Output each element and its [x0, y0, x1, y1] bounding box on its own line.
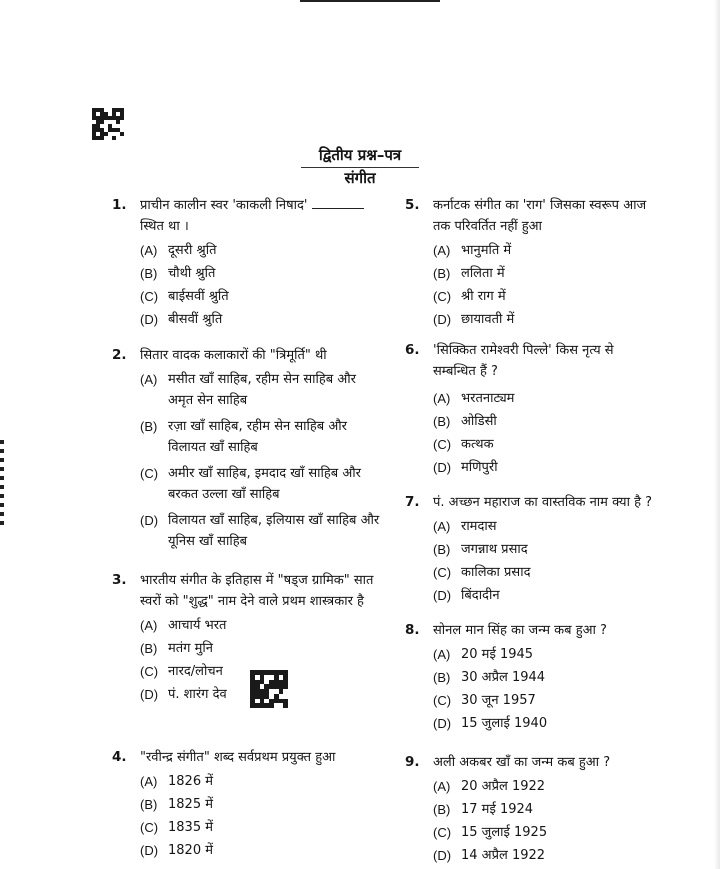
question-text: प्राचीन कालीन स्वर 'काकली निषाद' स्थित था ।	[140, 195, 382, 237]
question-text: सितार वादक कलाकारों की "त्रिमूर्ति" थी	[140, 348, 327, 363]
option-b: (B) 1825 में	[140, 797, 213, 812]
question-number: 6.	[405, 342, 420, 358]
option-list	[433, 516, 675, 606]
question-text: 'सिक्कित रामेश्वरी पिल्ले' किस नृत्य से सम्बन्धित हैं ?	[433, 343, 614, 379]
option-c: (C) कत्थक	[433, 437, 494, 452]
option-list	[433, 644, 665, 734]
option-d: (D) छायावती में	[433, 312, 515, 327]
option-a: (A) 20 अप्रैल 1922	[433, 779, 546, 794]
option-d: (D) विलायत खाँ साहिब, इलियास खाँ साहिब और यूनिस खाँ साहिब	[140, 513, 380, 549]
option-b: (B) रज़ा खाँ साहिब, रहीम सेन साहिब और विलायत खाँ साहिब	[140, 419, 347, 455]
option-c: (C) नारद/लोचन	[140, 664, 223, 679]
question-text: अली अकबर खाँ का जन्म कब हुआ ?	[433, 755, 611, 770]
option-c: (C) श्री राग में	[433, 289, 506, 304]
subject-title: संगीत	[344, 169, 376, 187]
option-d: (D) 15 जुलाई 1940	[433, 716, 548, 731]
question-number: 1.	[112, 197, 127, 213]
question-7	[405, 492, 675, 608]
question-9	[405, 752, 665, 868]
option-b: (B) मतंग मुनि	[140, 641, 213, 656]
option-list	[140, 240, 382, 330]
question-text: भारतीय संगीत के इतिहास में "षड्ज ग्रामिक" सात स्वरों को "शुद्ध" नाम देने वाले प्रथम शास्त्रकार है	[140, 573, 374, 609]
qr-code-icon	[92, 108, 124, 140]
question-text: कर्नाटक संगीत का 'राग' जिसका स्वरूप आज तक परिवर्तित नहीं हुआ	[433, 198, 647, 234]
question-number: 2.	[112, 347, 127, 363]
option-a: (A) 1826 में	[140, 774, 213, 789]
question-5	[405, 195, 665, 332]
option-b: (B) ओडिसी	[433, 414, 497, 429]
answer-blank	[312, 208, 364, 209]
question-1	[112, 195, 382, 332]
paper-title: द्वितीय प्रश्न–पत्र	[0, 145, 720, 168]
question-number: 5.	[405, 197, 420, 213]
option-d: (D) 14 अप्रैल 1922	[433, 848, 546, 863]
question-number: 9.	[405, 754, 420, 770]
option-d: (D) बीसवीं श्रुति	[140, 312, 223, 327]
option-a: (A) दूसरी श्रुति	[140, 243, 217, 258]
option-list	[433, 240, 665, 330]
question-number: 8.	[405, 622, 420, 638]
option-b: (B) ललिता में	[433, 266, 505, 281]
option-a: (A) आचार्य भरत	[140, 618, 227, 633]
page-edge-shadow	[714, 0, 720, 869]
option-b: (B) चौथी श्रुति	[140, 266, 216, 281]
option-c: (C) अमीर खाँ साहिब, इमदाद खाँ साहिब और बरकत उल्ला खाँ साहिब	[140, 466, 361, 502]
option-b: (B) 17 मई 1924	[433, 802, 534, 817]
option-b: (B) जगन्नाथ प्रसाद	[433, 542, 528, 557]
question-6	[405, 340, 660, 480]
question-number: 7.	[405, 494, 420, 510]
option-list	[140, 615, 374, 705]
page-edge-left	[0, 440, 4, 530]
question-number: 4.	[112, 749, 127, 765]
option-c: (C) 30 जून 1957	[433, 693, 536, 708]
option-b: (B) 30 अप्रैल 1944	[433, 670, 546, 685]
option-a: (A) 20 मई 1945	[433, 647, 534, 662]
question-text: सोनल मान सिंह का जन्म कब हुआ ?	[433, 623, 607, 638]
question-8	[405, 620, 665, 736]
option-list	[433, 388, 660, 478]
question-text: "रवीन्द्र संगीत" शब्द सर्वप्रथम प्रयुक्त हुआ	[140, 750, 336, 765]
option-list	[433, 776, 665, 866]
option-c: (C) बाईसवीं श्रुति	[140, 289, 229, 304]
option-a: (A) मसीत खाँ साहिब, रहीम सेन साहिब और अमृत सेन साहिब	[140, 372, 356, 408]
option-a: (A) भरतनाट्यम	[433, 391, 515, 406]
question-3	[112, 570, 374, 707]
option-list	[140, 771, 382, 861]
option-c: (C) 1835 में	[140, 820, 213, 835]
option-a: (A) रामदास	[433, 519, 497, 534]
option-d: (D) मणिपुरी	[433, 460, 498, 475]
option-c: (C) 15 जुलाई 1925	[433, 825, 548, 840]
question-4	[112, 747, 382, 863]
option-d: (D) 1820 में	[140, 843, 213, 858]
option-a: (A) भानुमति में	[433, 243, 512, 258]
question-text: पं. अच्छन महाराज का वास्तविक नाम क्या है ?	[433, 495, 653, 510]
question-number: 3.	[112, 572, 127, 588]
option-list	[140, 369, 380, 552]
option-c: (C) कालिका प्रसाद	[433, 565, 531, 580]
question-2	[112, 345, 380, 554]
option-d: (D) बिंदादीन	[433, 588, 500, 603]
page-edge-top	[300, 0, 440, 2]
option-d: (D) पं. शारंग देव	[140, 687, 227, 702]
